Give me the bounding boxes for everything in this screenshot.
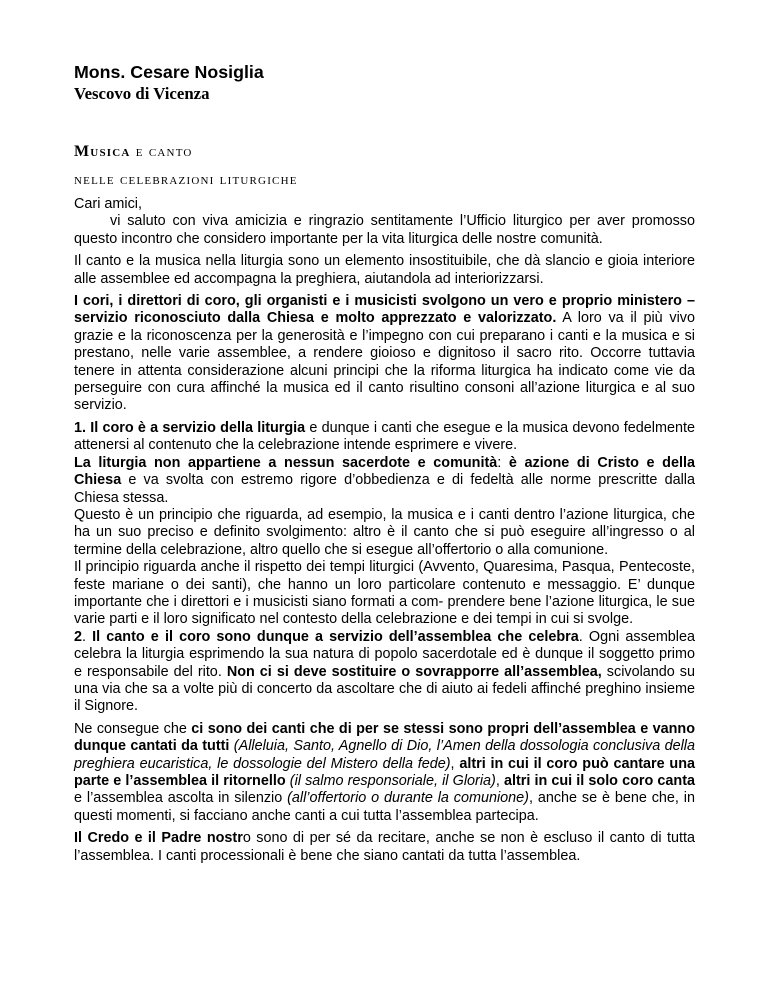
p5-colon: : (497, 454, 509, 471)
paragraph-1: vi saluto con viva amicizia e ringrazio sentitamente l’Ufficio liturgico per aver promosso questo incontro che considero importante per la vita liturgica delle nostre comunità. (74, 213, 695, 247)
p5-text: e va svolta con estremo rigore d’obbedienza e di fedeltà alle norme prescritte dalla Chiesa stessa. (74, 472, 695, 506)
author-role: Vescovo di Vicenza (74, 84, 210, 103)
p9-bold-2: altri in cui il coro può cantare una parte e l’assemblea il ritornello (74, 755, 695, 789)
p4-bold: 1. Il coro è a servizio della liturgia (74, 419, 306, 436)
p9-bold-1: ci sono dei canti che di per se stessi sono propri dell’assemblea e vanno dunque cantati da tutti (74, 720, 695, 755)
p8-bold-2: Non ci si deve sostituire o sovrapporre all’assemblea, (226, 663, 602, 680)
p9-text-mid: e l’assemblea ascolta in silenzio (74, 790, 288, 807)
p9-italic-1: (Alleluia, Santo, Agnello di Dio, l’Amen della dossologia conclusiva della preghiera eucaristica, le dossologie del Mistero della fede) (74, 738, 695, 772)
p3-bold: I cori, i direttori di coro, gli organisti e i musicisti svolgono un vero e proprio ministero – servizio riconosciuto dalla Chiesa e molto apprezzato e valorizzato. (74, 293, 695, 327)
p8-number: 2 (74, 628, 83, 645)
p10-bold: Il Credo e il Padre nostr (74, 830, 243, 847)
paragraph-7: Il principio riguarda anche il rispetto dei tempi liturgici (Avvento, Quaresima, Pasqua, Pentecoste, feste mariane o dei santi), che hanno un loro particolare contenuto e messaggio. E’ dunque importante che i direttori e i musicisti siano formati a com- prendere bene l’azione liturgica, le sue varie parti e il loro significato nel contesto della celebrazione e dei tempi in cui si svolge. (74, 559, 695, 628)
p9-comma-1: , (450, 755, 460, 772)
document-page (74, 62, 695, 865)
p10-text: o sono di per sé da recitare, anche se non è escluso il canto di tutta l’assemblea. I canti processionali è bene che siano cantati da tutta l’assemblea. (74, 830, 695, 864)
author-name: Mons. Cesare Nosiglia (74, 62, 264, 82)
title-line-2: nelle celebrazioni liturgiche (74, 171, 298, 188)
paragraph-2: Il canto e la musica nella liturgia sono un elemento insostituibile, che dà slancio e gioia interiore alle assemblee ed accompagna la preghiera, aiutandola ad interiorizzarsi. (74, 253, 695, 287)
p9-text-end: , anche se è bene che, in questi momenti, si facciano anche canti a cui tutta l’assemblea partecipa. (74, 790, 695, 824)
paragraph-9 (74, 721, 695, 825)
title-rest: e canto (130, 143, 193, 160)
p9-bold-3: altri in cui il solo coro canta (503, 773, 695, 789)
p8-text-2: scivolando su una via che sa a volte più di concerto da ascoltare che di aiuto ai fedeli affinché preghino insieme il Signore. (74, 663, 696, 715)
paragraph-8 (74, 629, 695, 716)
p5-bold-1: La liturgia non appartiene a nessun sacerdote e comunità (74, 454, 498, 471)
p9-comma-2: , (495, 773, 504, 789)
p8-dot: . (82, 628, 93, 645)
p8-bold-1: Il canto e il coro sono dunque a servizio dell’assemblea che celebra (92, 628, 579, 645)
paragraph-4 (74, 420, 695, 455)
p9-lead: Ne consegue che (74, 720, 192, 737)
p4-text: e dunque i canti che esegue e la musica devono fedelmente attenersi al contenuto che la celebrazione intende esprimere e vivere. (74, 419, 695, 454)
paragraph-5 (74, 455, 695, 507)
greeting: Cari amici, (74, 196, 142, 212)
p9-italic-2: (il salmo responsoriale, il Gloria) (289, 773, 496, 789)
p3-text: A loro va il più vivo grazie e la riconoscenza per la generosità e l’impegno con cui preparano i canti e la musica e si prestano, nelle varie assemblee, a rendere gioioso e dignitoso il sacro rito. Occorre tuttavia tenere in attenta considerazione alcuni principi che la riforma liturgica ha indicato come vie da perseguire con cura affinché la musica ed il canto risultino consoni all’azione liturgica e al suo servizio. (74, 310, 695, 414)
p5-bold-2: è azione di Cristo e della Chiesa (74, 454, 695, 489)
p8-text-1: . Ogni assemblea celebra la liturgia esprimendo la sua natura di popolo sacerdotale ed è dunque il soggetto primo e responsabile del rito. (74, 628, 696, 680)
title-bold-word: Musica (74, 143, 131, 160)
paragraph-10 (74, 830, 695, 865)
paragraph-3 (74, 293, 695, 415)
title-line-1 (74, 141, 695, 163)
document-title (74, 141, 695, 191)
paragraph-6: Questo è un principio che riguarda, ad esempio, la musica e i canti dentro l’azione liturgica, che ha un suo preciso e definito svolgimento: altro è il canto che si può eseguire all’ingresso o al termine della celebrazione, altro quello che si esegue all’offertorio o alla comunione. (74, 506, 695, 558)
p9-italic-3: (all’offertorio o durante la comunione) (287, 790, 529, 807)
